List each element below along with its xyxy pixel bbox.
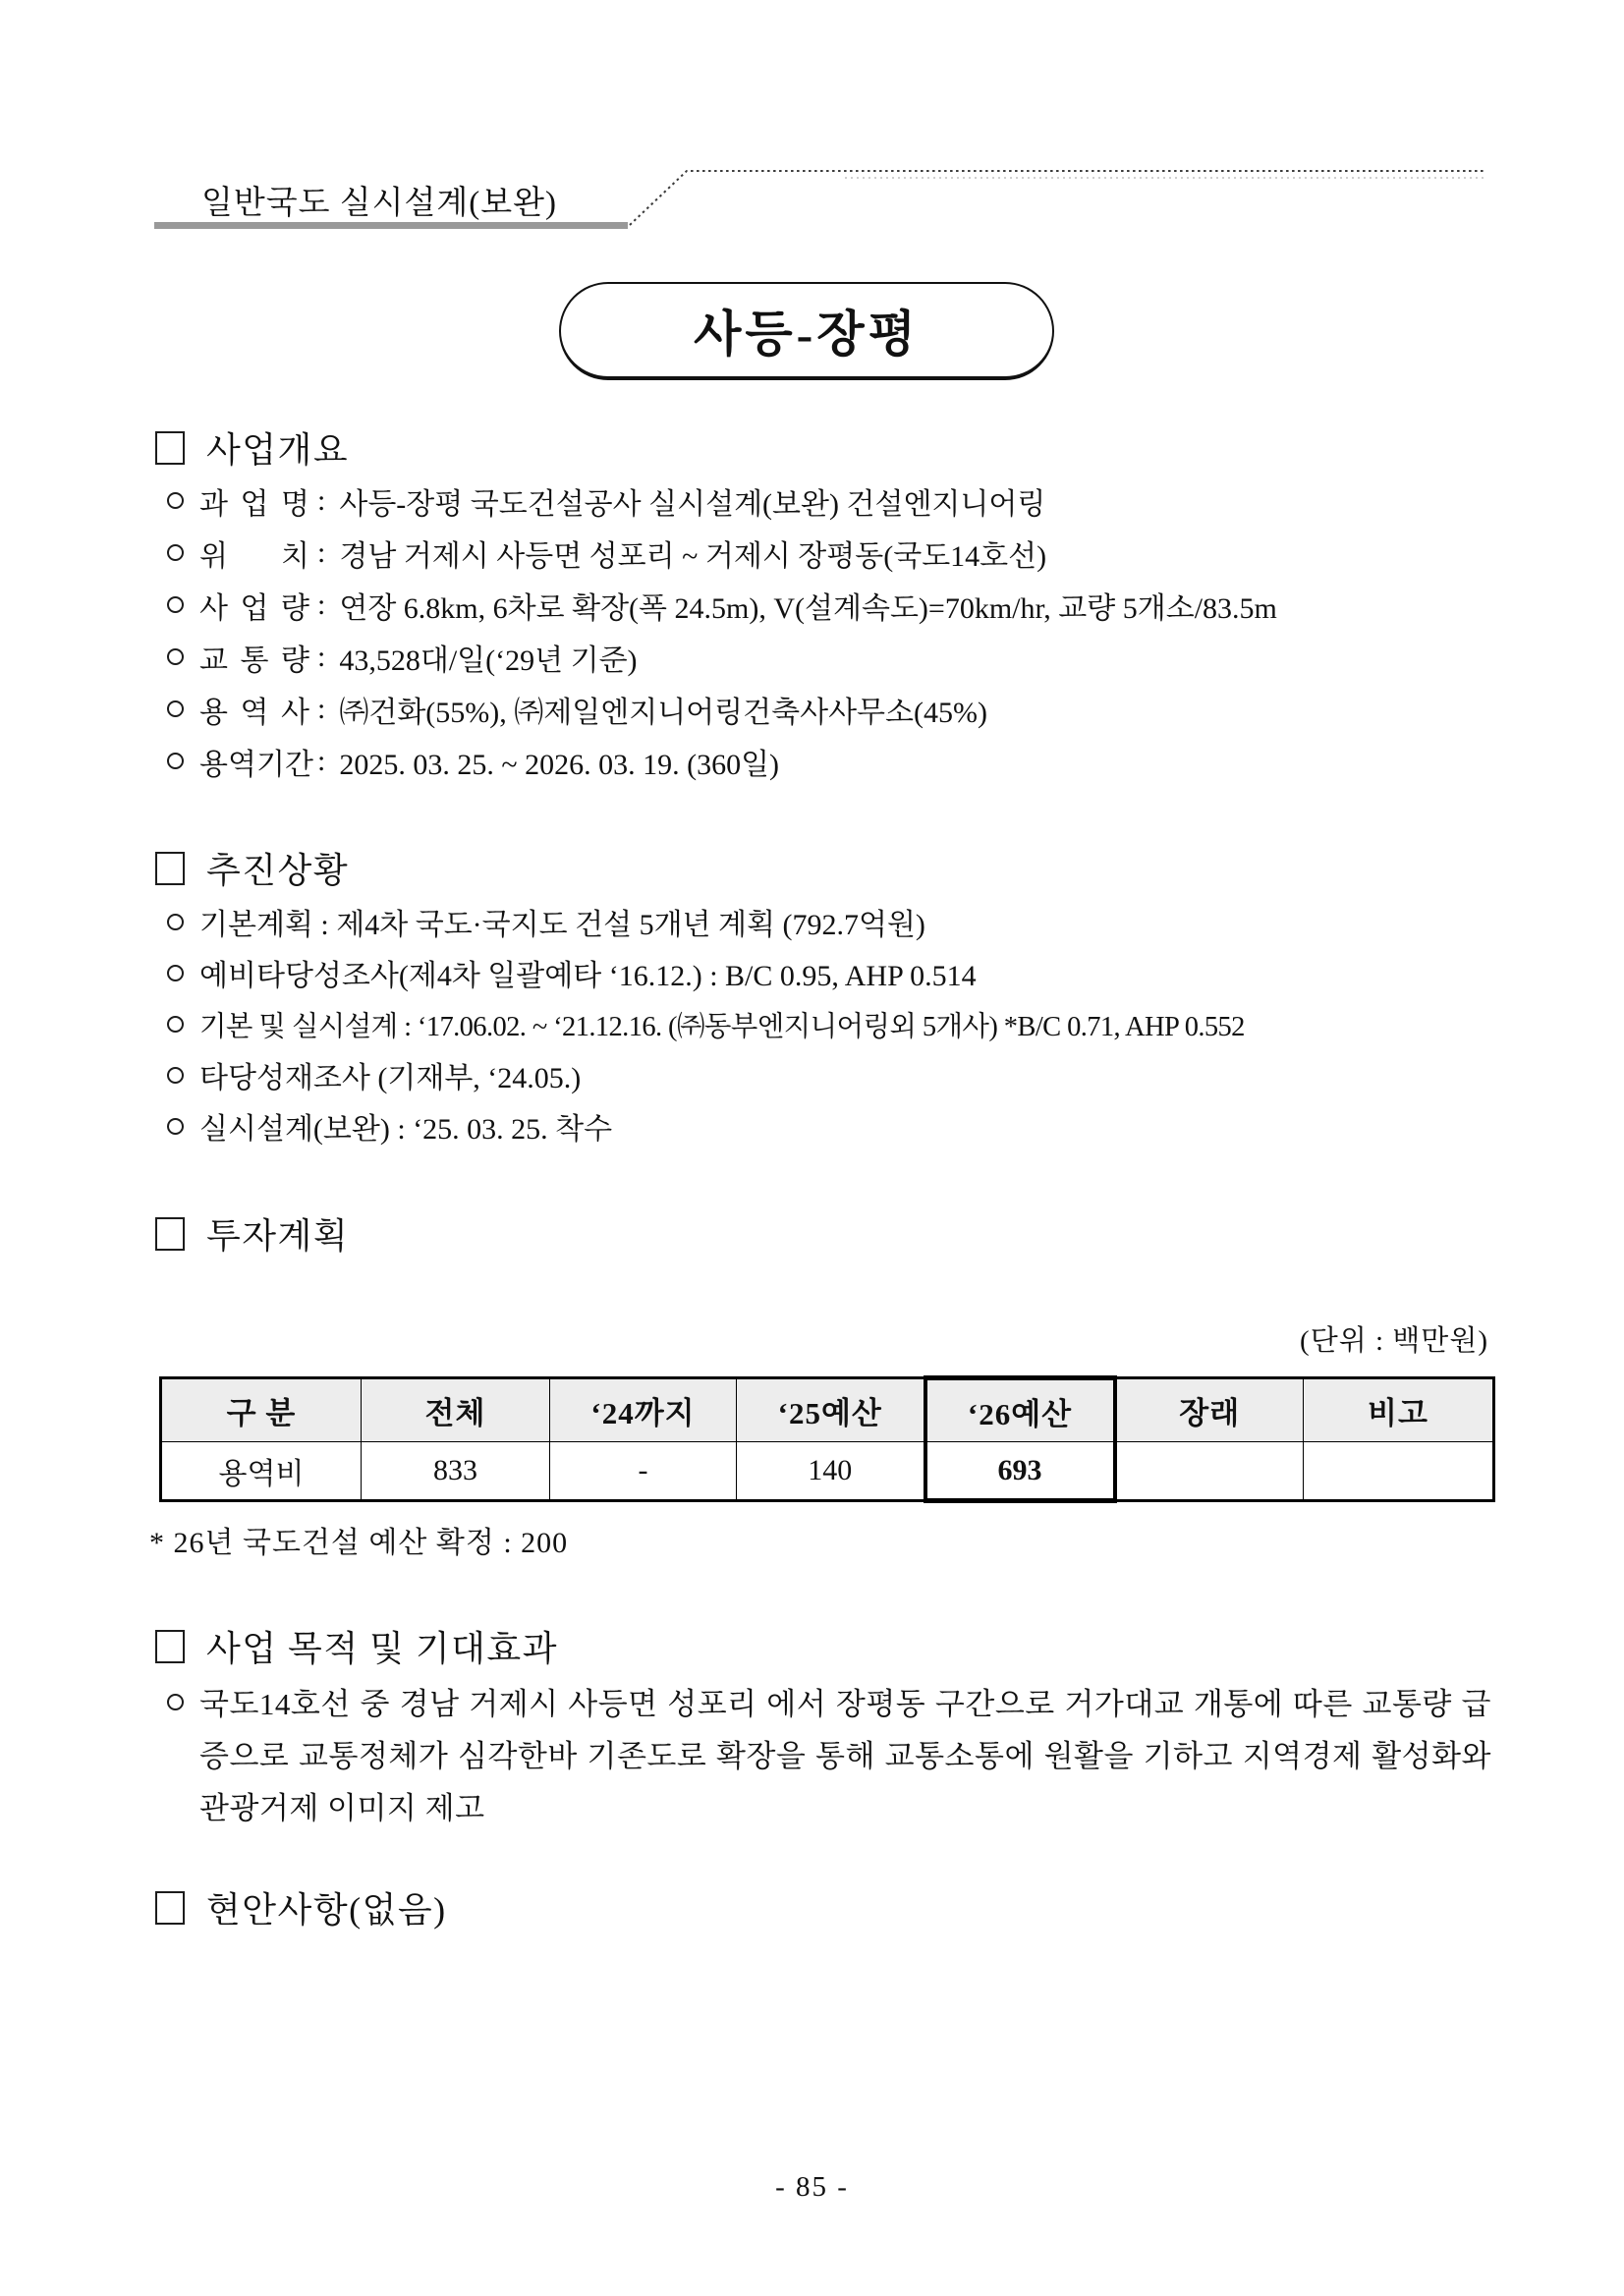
- section-heading-issues: [155, 1882, 447, 1932]
- section-heading-overview: [155, 422, 349, 473]
- list-item: [167, 527, 1277, 579]
- table-cell: 용역비: [161, 1442, 362, 1501]
- item-text: 타당성재조사 (기재부, ‘24.05.): [199, 1062, 582, 1094]
- item-separator: :: [317, 744, 326, 777]
- progress-list: [167, 896, 1245, 1151]
- table-cell: -: [550, 1442, 737, 1501]
- bullet-circle-icon: [167, 1067, 184, 1084]
- column-header: ‘25예산: [737, 1378, 925, 1442]
- list-item: [167, 1049, 1245, 1100]
- table-header-row: [161, 1378, 1494, 1442]
- section-heading-investment: [155, 1208, 349, 1259]
- section-box-icon: [155, 1630, 185, 1663]
- column-header: ‘24까지: [550, 1378, 737, 1442]
- bullet-circle-icon: [167, 1016, 184, 1033]
- investment-table: [159, 1375, 1495, 1503]
- bullet-circle-icon: [167, 965, 184, 981]
- item-separator: :: [317, 588, 326, 621]
- item-text: 기본 및 실시설계 : ‘17.06.02. ~ ‘21.12.16. (㈜동부엔지니어링외 5개사) *B/C 0.71, AHP 0.552: [199, 1011, 1245, 1042]
- paragraph-text: 국도14호선 중 경남 거제시 사등면 성포리 에서 장평동 구간으로 거가대교 개통에 따른 교통량 급증으로 교통정체가 심각한바 기존도로 확장을 통해 교통소통에 원활을 기하고 지역경제 활성화와 관광거제 이미지 제고: [199, 1687, 1491, 1825]
- section-box-icon: [155, 1891, 185, 1925]
- list-item: [167, 631, 1277, 683]
- section-heading-label: 추진상황: [206, 851, 350, 890]
- table-cell: [1304, 1442, 1494, 1501]
- section-heading-label: 투자계획: [206, 1216, 350, 1256]
- bullet-circle-icon: [167, 914, 184, 930]
- section-box-icon: [155, 1217, 185, 1251]
- section-heading-purpose: [155, 1621, 558, 1671]
- item-separator: :: [317, 640, 326, 673]
- bullet-circle-icon: [167, 492, 184, 509]
- item-value: ㈜건화(55%), ㈜제일엔지니어링건축사사무소(45%): [339, 696, 987, 729]
- bullet-circle-icon: [167, 700, 184, 717]
- item-value: 연장 6.8km, 6차로 확장(폭 24.5m), V(설계속도)=70km/hr, 교량 5개소/83.5m: [339, 591, 1277, 625]
- list-item: [167, 579, 1277, 631]
- item-label: 사 업 량: [199, 591, 309, 625]
- column-header: 전체: [362, 1378, 550, 1442]
- project-title-box: [559, 282, 1054, 380]
- bullet-circle-icon: [167, 648, 184, 665]
- table-cell: [1115, 1442, 1304, 1501]
- item-value: 경남 거제시 사등면 성포리 ~ 거제시 장평동(국도14호선): [339, 539, 1047, 573]
- table-cell: 833: [362, 1442, 550, 1501]
- table-unit-note: (단위 : 백만원): [1300, 1325, 1488, 1357]
- page-number: - 85 -: [775, 2171, 849, 2203]
- column-header-highlighted: ‘26예산: [925, 1378, 1115, 1442]
- section-heading-progress: [155, 843, 349, 893]
- item-separator: :: [317, 483, 326, 517]
- item-label: 과 업 명: [199, 487, 309, 521]
- item-text: 실시설계(보완) : ‘25. 03. 25. 착수: [199, 1113, 613, 1146]
- item-value: 2025. 03. 25. ~ 2026. 03. 19. (360일): [339, 748, 780, 781]
- item-label: 용역기간: [199, 748, 313, 781]
- item-value: 43,528대/일(‘29년 기준): [339, 644, 638, 677]
- table-cell-highlighted: 693: [925, 1442, 1115, 1501]
- section-box-icon: [155, 852, 185, 885]
- list-item: [167, 998, 1245, 1049]
- section-heading-label: 사업개요: [206, 430, 350, 470]
- bullet-circle-icon: [167, 1118, 184, 1135]
- item-text: 예비타당성조사(제4차 일괄예타 ‘16.12.) : B/C 0.95, AHP 0.514: [199, 960, 977, 992]
- bullet-circle-icon: [167, 753, 184, 769]
- list-item: [167, 683, 1277, 735]
- item-label: 교 통 량: [199, 644, 309, 677]
- item-separator: :: [317, 692, 326, 725]
- list-item: [167, 735, 1277, 787]
- header-underline-bar: [154, 222, 628, 229]
- column-header: 장래: [1115, 1378, 1304, 1442]
- column-header: 구 분: [161, 1378, 362, 1442]
- item-separator: :: [317, 535, 326, 569]
- header-tab-label: 일반국도 실시설계(보완): [201, 186, 558, 221]
- project-title: 사등-장평: [694, 307, 920, 362]
- column-header: 비고: [1304, 1378, 1494, 1442]
- list-item: [167, 1100, 1245, 1151]
- item-text: 기본계획 : 제4차 국도·국지도 건설 5개년 계획 (792.7억원): [199, 909, 925, 941]
- purpose-paragraph: [167, 1678, 1491, 1834]
- table-footnote: * 26년 국도건설 예산 확정 : 200: [149, 1527, 569, 1559]
- bullet-circle-icon: [167, 544, 184, 561]
- item-label: 위 치: [199, 539, 309, 573]
- section-box-icon: [155, 431, 185, 465]
- table-cell: 140: [737, 1442, 925, 1501]
- section-heading-label: 사업 목적 및 기대효과: [206, 1629, 558, 1668]
- section-heading-label: 현안사항(없음): [206, 1890, 447, 1930]
- bullet-circle-icon: [167, 596, 184, 613]
- item-label: 용 역 사: [199, 696, 309, 729]
- list-item: [167, 475, 1277, 527]
- table-row: [161, 1442, 1494, 1501]
- bullet-circle-icon: [167, 1694, 184, 1710]
- overview-list: [167, 475, 1277, 787]
- item-value: 사등-장평 국도건설공사 실시설계(보완) 건설엔지니어링: [339, 487, 1046, 521]
- list-item: [167, 947, 1245, 998]
- list-item: [167, 896, 1245, 947]
- header-dotted-line: [0, 0, 1624, 295]
